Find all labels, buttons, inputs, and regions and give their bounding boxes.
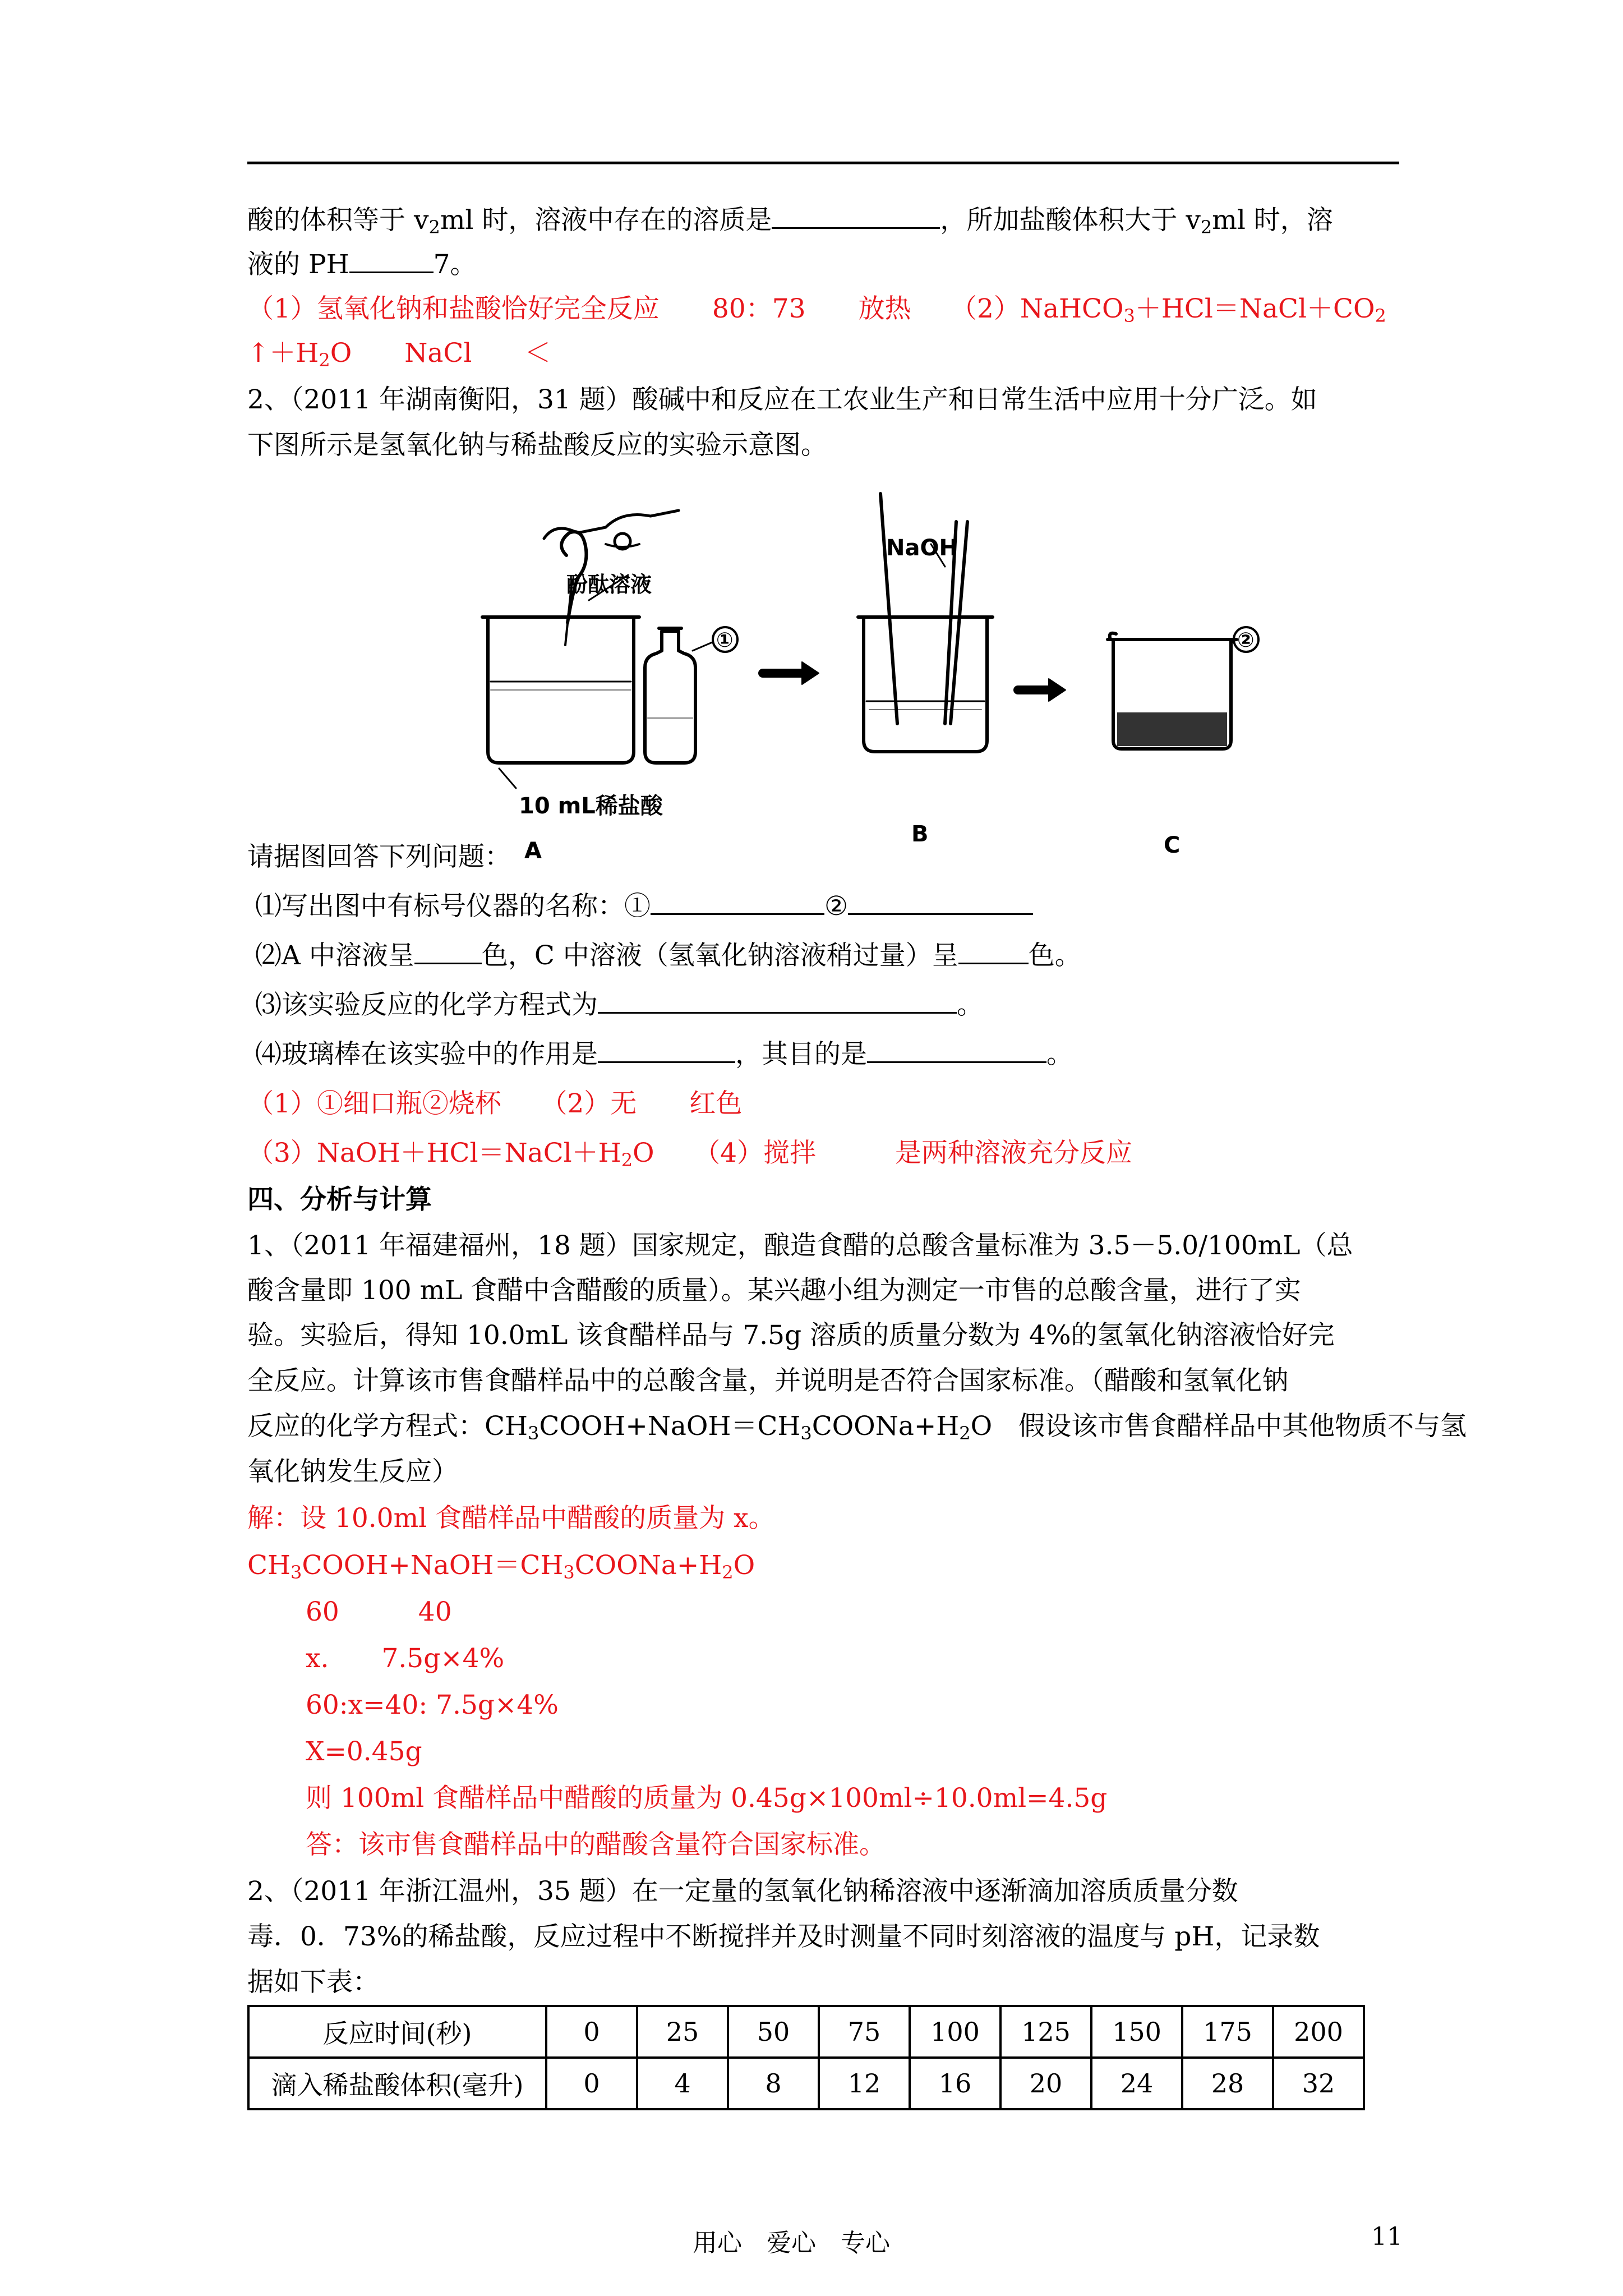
label-c: C	[1164, 832, 1181, 858]
answer-blank[interactable]	[651, 891, 824, 915]
question-line: 下图所示是氢氧化钠与稀盐酸反应的实验示意图。	[247, 430, 827, 461]
answer-line: $↑+H_2O$ NaCl ＜	[247, 338, 551, 371]
solution-line: x. 7.5g×4%	[306, 1643, 505, 1674]
solution-line: 答：该市售食醋样品中的醋酸含量符合国家标准。	[306, 1829, 886, 1860]
question-line: 验。实验后，得知 10.0mL 该食醋样品与 7.5g 溶质的质量分数为 4%的氢氧化钠溶液恰好完	[247, 1320, 1335, 1351]
answer-blank[interactable]	[414, 940, 482, 964]
label-a: A	[524, 838, 542, 858]
beaker-c-liquid	[1117, 712, 1227, 746]
answer-line: $(3)NaOH+HCl=NaCl+H_2O$ （4）搅拌 是两种溶液充分反应	[247, 1138, 1132, 1171]
table-cell: 20	[1000, 2058, 1091, 2109]
table-cell: 8	[728, 2058, 819, 2109]
question-line: ⑷玻璃棒在该实验中的作用是 ，其目的是 。	[255, 1039, 1073, 1070]
table-cell: 32	[1273, 2058, 1364, 2109]
table-cell: 50	[728, 2006, 819, 2058]
label-hcl: 10 mL稀盐酸	[519, 793, 663, 819]
label-circle-1: ①	[716, 629, 734, 652]
solution-line: $CH_3COOH+NaOH=CH_3COONa+H_2O$	[247, 1550, 755, 1583]
beaker-a	[482, 617, 639, 763]
table-cell: 125	[1000, 2006, 1091, 2058]
footer-motto: 用心 爱心 专心	[693, 2229, 890, 2257]
table-row	[248, 2058, 1364, 2109]
table-cell: 0	[546, 2058, 637, 2109]
reagent-bottle	[645, 628, 695, 763]
solution-line: 解：设 10.0ml 食醋样品中醋酸的质量为 x。	[247, 1503, 775, 1534]
table-cell: 滴入稀盐酸体积(毫升)	[248, 2058, 546, 2109]
table-cell: 反应时间(秒)	[248, 2006, 546, 2058]
solution-line: X=0.45g	[306, 1736, 422, 1767]
answer-blank[interactable]	[848, 891, 1033, 915]
question-line: ⑴写出图中有标号仪器的名称：① ②	[247, 889, 1033, 924]
question-line: 全反应。计算该市售食醋样品中的总酸含量，并说明是否符合国家标准。（醋酸和氢氧化钠	[247, 1365, 1289, 1396]
solution-line: 则 100ml 食醋样品中醋酸的质量为 0.45g×100ml÷10.0ml=4.5g	[306, 1783, 1108, 1814]
label-phenolphthalein: 酚酞溶液	[566, 572, 652, 597]
experiment-figure	[437, 488, 1290, 858]
label-naoh: NaOH	[886, 535, 958, 561]
question-line: 毒．0．73%的稀盐酸，反应过程中不断搅拌并及时测量不同时刻溶液的温度与 pH，记录数	[247, 1921, 1320, 1952]
table-cell: 4	[637, 2058, 728, 2109]
answer-blank[interactable]	[772, 205, 940, 229]
table-cell: 75	[819, 2006, 910, 2058]
label-b: B	[911, 821, 929, 847]
header-rule	[247, 162, 1399, 164]
table-cell: 28	[1182, 2058, 1273, 2109]
answer-blank[interactable]	[598, 1039, 735, 1063]
table-cell: 25	[637, 2006, 728, 2058]
table-cell: 100	[910, 2006, 1000, 2058]
question-line: ⑶该实验反应的化学方程式为 。	[255, 990, 983, 1020]
text-line: 酸的体积等于 $v_2ml$ 时，溶液中存在的溶质是 ，所加盐酸体积大于 $v_2ml$ 时，溶	[247, 205, 1333, 238]
answer-blank[interactable]	[958, 940, 1029, 964]
question-line: 2、（2011 年湖南衡阳，31 题）酸碱中和反应在工农业生产和日常生活中应用十分广泛。如	[247, 384, 1317, 415]
label-circle-2: ②	[1237, 629, 1255, 652]
section-heading: 四、分析与计算	[247, 1184, 432, 1215]
answer-blank[interactable]	[867, 1039, 1046, 1063]
table-cell: 0	[546, 2006, 637, 2058]
data-table	[247, 2005, 1365, 2110]
table-cell: 16	[910, 2058, 1000, 2109]
table-cell: 175	[1182, 2006, 1273, 2058]
solution-line: 60 40	[306, 1596, 452, 1627]
page-number: 11	[1371, 2223, 1403, 2251]
answer-blank[interactable]	[349, 249, 434, 273]
answer-line: （1）氢氧化钠和盐酸恰好完全反应 80：73 放热 $(2)NaHCO_3+HCl=NaCl+CO_2$	[247, 293, 1386, 326]
answer-blank[interactable]	[598, 990, 957, 1014]
beaker-b	[858, 494, 993, 752]
table-cell: 12	[819, 2058, 910, 2109]
question-line: 氧化钠发生反应）	[247, 1456, 458, 1487]
question-line: 酸含量即 100 mL 食醋中含醋酸的质量）。某兴趣小组为测定一市售的总酸含量，进行了实	[247, 1275, 1301, 1306]
table-row	[248, 2006, 1364, 2058]
table-cell: 150	[1091, 2006, 1182, 2058]
table-cell: 24	[1091, 2058, 1182, 2109]
table-cell: 200	[1273, 2006, 1364, 2058]
question-line: ⑵A 中溶液呈 色，C 中溶液（氢氧化钠溶液稍过量）呈 色。	[255, 940, 1081, 971]
solution-line: 60:x=40: 7.5g×4%	[306, 1690, 559, 1720]
question-line: 1、（2011 年福建福州，18 题）国家规定，酿造食醋的总酸含量标准为 3.5－5.0/100mL（总	[247, 1230, 1353, 1261]
question-line: 反应的化学方程式：$CH_3COOH+NaOH=CH_3COONa+H_2O$ 假设该市售食醋样品中其他物质不与氢	[247, 1411, 1467, 1444]
question-line: 2、（2011 年浙江温州，35 题）在一定量的氢氧化钠稀溶液中逐渐滴加溶质质量分数	[247, 1876, 1238, 1907]
answer-line: （1）①细口瓶②烧杯 （2）无 红色	[247, 1088, 743, 1119]
text-line: 液的 PH 7。	[247, 249, 477, 280]
question-line: 据如下表：	[247, 1967, 379, 1998]
question-intro: 请据图回答下列问题：	[247, 841, 511, 872]
